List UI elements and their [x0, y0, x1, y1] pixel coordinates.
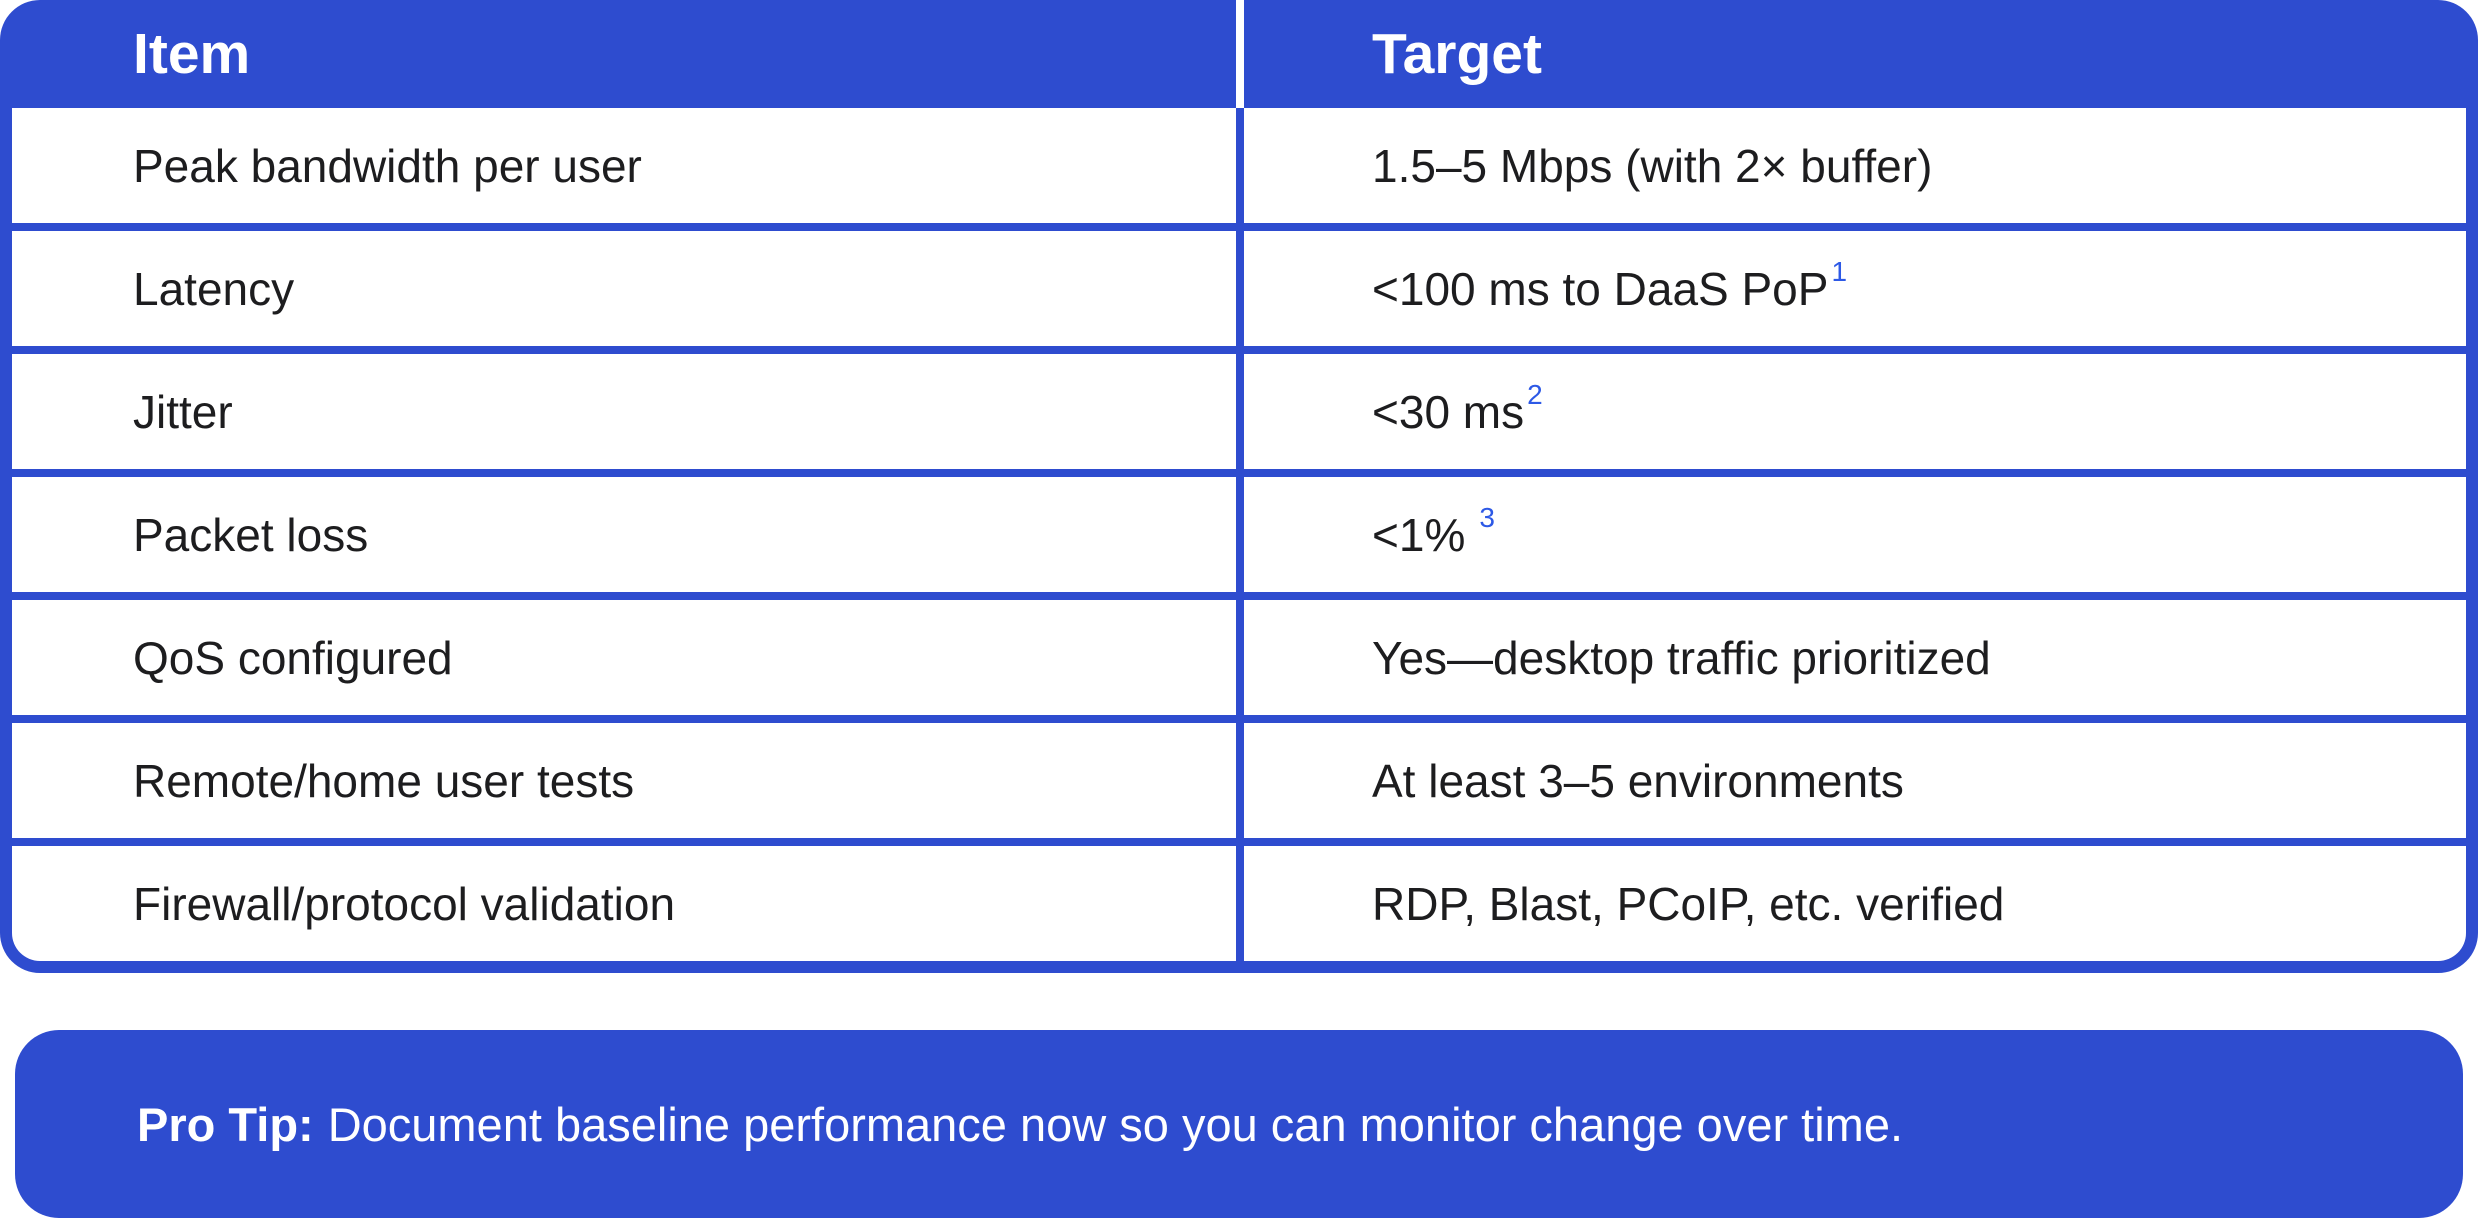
- target-text: <100 ms to DaaS PoP: [1372, 262, 1829, 315]
- pro-tip-text: Document baseline performance now so you can monitor change over time.: [327, 1097, 1904, 1151]
- item-text: Remote/home user tests: [133, 754, 635, 807]
- item-text: Firewall/protocol validation: [133, 877, 676, 930]
- target-text: At least 3–5 environments: [1372, 754, 1904, 807]
- item-text: Jitter: [133, 385, 233, 438]
- item-cell: [12, 723, 1236, 838]
- item-text: Packet loss: [133, 508, 369, 561]
- target-cell: [1244, 846, 2466, 961]
- footnote-ref-3[interactable]: 3: [1479, 501, 1495, 533]
- target-cell: [1244, 600, 2466, 715]
- target-cell: [1244, 354, 2466, 469]
- table-row-remote-tests: [12, 723, 2466, 838]
- footnote-ref-1[interactable]: 1: [1831, 255, 1848, 287]
- item-text: QoS configured: [133, 631, 453, 684]
- table-row-latency: [12, 231, 2466, 346]
- target-text: <1%: [1372, 508, 1466, 561]
- target-text: 1.5–5 Mbps (with 2× buffer): [1372, 139, 1933, 192]
- target-text: RDP, Blast, PCoIP, etc. verified: [1372, 877, 2005, 930]
- footnote-ref-2[interactable]: 2: [1527, 378, 1543, 410]
- column-header-target: [1244, 0, 2478, 108]
- target-cell: [1244, 477, 2466, 592]
- item-cell: [12, 846, 1236, 961]
- table-body: [0, 108, 2478, 973]
- target-cell: [1244, 723, 2466, 838]
- target-cell: [1244, 231, 2466, 346]
- item-text: Peak bandwidth per user: [133, 139, 642, 192]
- column-header-item: [0, 0, 1236, 108]
- item-cell: [12, 600, 1236, 715]
- item-cell: [12, 477, 1236, 592]
- item-cell: [12, 231, 1236, 346]
- item-cell: [12, 354, 1236, 469]
- column-header-target-label: Target: [1372, 22, 1542, 86]
- column-header-item-label: Item: [133, 22, 251, 86]
- item-cell: [12, 108, 1236, 223]
- table-row-packet-loss: [12, 477, 2466, 592]
- table-header-row: [0, 0, 2478, 108]
- target-text: Yes—desktop traffic prioritized: [1372, 631, 1991, 684]
- target-cell: [1244, 108, 2466, 223]
- pro-tip-callout: [15, 1030, 2463, 1218]
- pro-tip-label: Pro Tip:: [137, 1097, 314, 1151]
- table-row-peak-bandwidth: [12, 108, 2466, 223]
- table-row-qos: [12, 600, 2466, 715]
- target-text: <30 ms: [1372, 385, 1525, 438]
- item-text: Latency: [133, 262, 295, 315]
- table-row-jitter: [12, 354, 2466, 469]
- table-row-firewall-validation: [12, 846, 2466, 961]
